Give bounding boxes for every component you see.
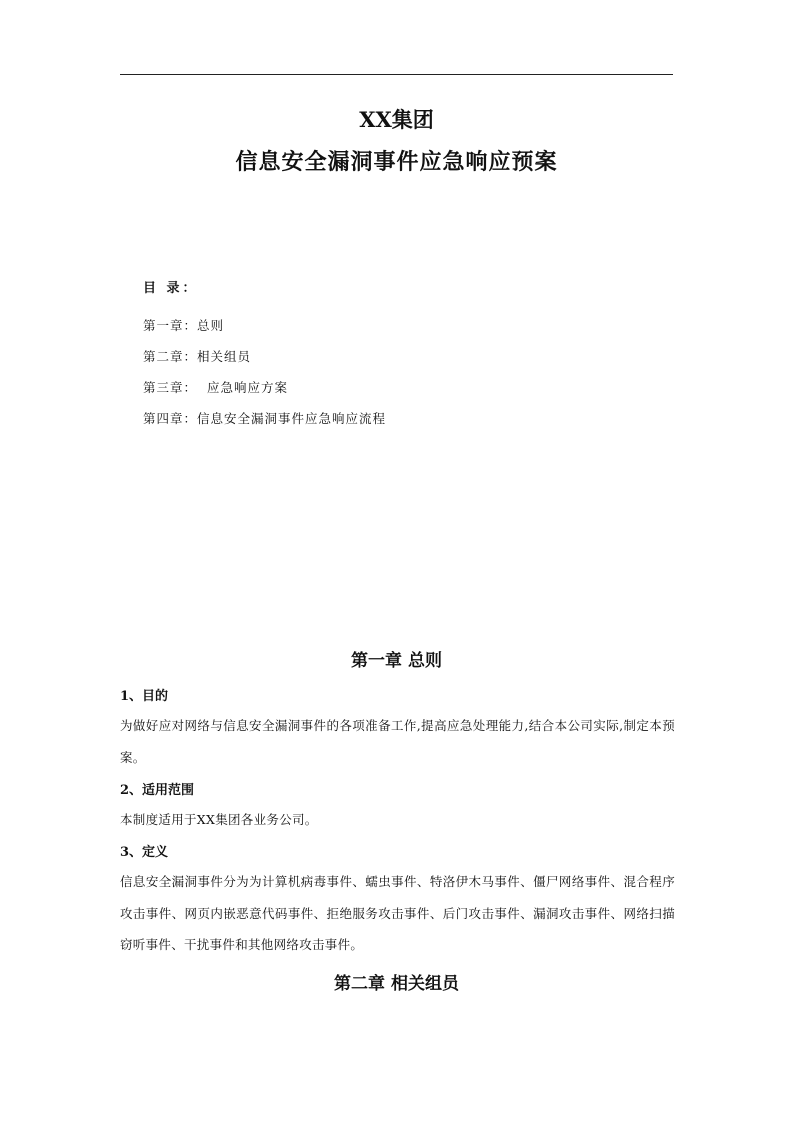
toc-item-chapter-1[interactable]: 第一章：总则 bbox=[143, 318, 225, 333]
chapter-1-title: 第一章 总则 bbox=[351, 651, 442, 671]
section-heading-scope: 2、适用范围 bbox=[120, 783, 195, 798]
toc-heading: 目 录： bbox=[143, 281, 199, 296]
toc-item-chapter-4[interactable]: 第四章：信息安全漏洞事件应急响应流程 bbox=[143, 411, 387, 426]
section-heading-purpose: 1、目的 bbox=[120, 689, 169, 704]
section-text-definition: 信息安全漏洞事件分为为计算机病毒事件、蠕虫事件、特洛伊木马事件、僵尸网络事件、混合程序攻击事件、网页内嵌恶意代码事件、拒绝服务攻击事件、后门攻击事件、漏洞攻击事件、网络扫描窃听事件、干扰事件和其他网络攻击事件。 bbox=[120, 874, 675, 952]
toc-item-chapter-2[interactable]: 第二章：相关组员 bbox=[143, 349, 252, 364]
toc-list bbox=[143, 310, 643, 434]
section-heading-definition: 3、定义 bbox=[120, 845, 169, 860]
document-title-company: XX集团 bbox=[359, 107, 434, 132]
toc-item-chapter-3[interactable]: 第三章： 应急响应方案 bbox=[143, 380, 288, 395]
table-of-contents bbox=[143, 279, 643, 434]
document-title-main: 信息安全漏洞事件应急响应预案 bbox=[235, 149, 558, 175]
chapter-2-title: 第二章 相关组员 bbox=[334, 974, 459, 994]
header-rule bbox=[120, 74, 673, 75]
section-text-scope: 本制度适用于XX集团各业务公司。 bbox=[120, 812, 318, 827]
section-text-purpose: 为做好应对网络与信息安全漏洞事件的各项准备工作,提高应急处理能力,结合本公司实际,制定本预案。 bbox=[120, 718, 675, 765]
